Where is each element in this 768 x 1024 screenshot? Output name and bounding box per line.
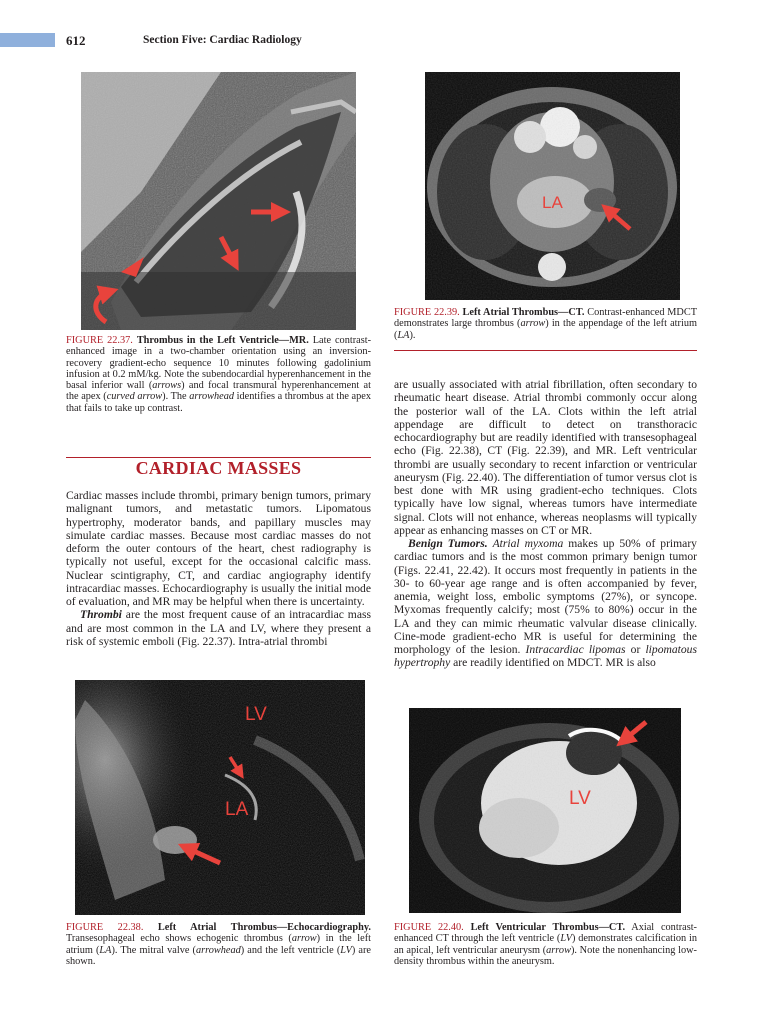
right-column-text — [394, 378, 697, 670]
page-number: 612 — [66, 33, 86, 48]
figure-22-39-caption: FIGURE 22.39. Left Atrial Thrombus—CT. Contrast-enhanced MDCT demonstrates large thrombus (arrow) in the appendage of the left atrium (LA). — [394, 307, 697, 341]
figure-22-38-image — [75, 680, 365, 915]
figure-22-37-image — [81, 72, 356, 330]
figure-22-40-label-lv: LV — [569, 788, 591, 809]
figure-id: FIGURE 22.40. — [394, 922, 464, 933]
figure-id: FIGURE 22.37. — [66, 335, 133, 346]
figure-title: Left Atrial Thrombus—Echocardiography. — [157, 922, 371, 933]
figure-22-39-image — [425, 72, 680, 300]
section-heading: CARDIAC MASSES — [135, 458, 302, 478]
figure-22-40-image — [409, 708, 681, 913]
figure-22-38-label-lv: LV — [245, 704, 267, 725]
paragraph-cardiac-masses: Cardiac masses include thrombi, primary benign tumors, primary malignant tumors, and metastatic tumors. Lipomatous hypertrophy, moderator bands, and papillary muscles may simulate cardiac masses. Because most cardiac masses do not deform the outer contours of the heart, chest radiography is typically not useful, except for the occasional calcific mass. Nuclear scintigraphy, CT, and cardiac angiography identify intracardiac masses. Echocardiography is usually the initial mode of evaluation, and MR may be helpful when there is uncertainty. — [66, 489, 371, 608]
left-column-text — [66, 489, 371, 648]
paragraph-atrial-thrombi: are usually associated with atrial fibrillation, often secondary to rheumatic heart disease. Atrial thrombi commonly occur along the posterior wall of the LA. Clots within the left atrial appendage are difficult to detect on transthoracic echocardiography but are readily identified with transesophageal echo (Fig. 22.38), CT (Fig. 22.39), and MR. Left ventricular thrombi are usually secondary to recent infarction or ventricular aneurysm (Fig. 22.40). The differentiation of tumor versus clot is best done with MR using gradient-echo techniques. Clots typically have low signal, whereas tumors have intermediate signal. Clots will not enhance, whereas neoplasms will typically appear as enhancing masses on CT or MR. — [394, 378, 697, 537]
paragraph-benign-tumors: Benign Tumors. Atrial myxoma makes up 50% of primary cardiac tumors and is the most common primary benign tumor (Figs. 22.41, 22.42). It occurs most frequently in patients in the 30- to 60-year age range and is often accompanied by fever, anemia, weight loss, embolic symptoms (27%), or syncope. Myxomas frequently calcify; most (75% to 80%) occur in the LA and they can mimic rheumatic valvular disease clinically. Cine-mode gradient-echo MR is useful for determining the morphology of the lesion. Intracardiac lipomas or lipomatous hypertrophy are readily identified on MDCT. MR is also — [394, 537, 697, 670]
figure-title: Left Atrial Thrombus—CT. — [462, 307, 585, 318]
header-color-bar — [0, 33, 55, 47]
figure-title: Left Ventricular Thrombus—CT. — [470, 922, 626, 933]
figure-22-38-label-la: LA — [225, 799, 249, 820]
figure-22-37-caption: FIGURE 22.37. Thrombus in the Left Ventricle—MR. Late contrast-enhanced image in a two-chamber orientation using an inversion-recovery gradient-echo sequence 10 minutes following gadolinium infusion at 0.2 mM/kg. Note the subendocardial hyperenhancement in the basal inferior wall (arrows) and focal transmural hyperenhancement at the apex (curved arrow). The arrowhead identifies a thrombus at the apex that fails to take up contrast. — [66, 335, 371, 414]
paragraph-thrombi: Thrombi are the most frequent cause of an intracardiac mass and are most common in the LA and LV, where they present a risk of systemic emboli (Fig. 22.37). Intra-atrial thrombi — [66, 608, 371, 648]
figure-22-40-caption: FIGURE 22.40. Left Ventricular Thrombus—CT. Axial contrast-enhanced CT through the left ventricle (LV) demonstrates calcification in an apical, left ventricular aneurysm (arrow). Note the nonenhancing low-density thrombus within the aneurysm. — [394, 922, 697, 967]
figure-id: FIGURE 22.38. — [66, 922, 144, 933]
figure-22-39-label-la: LA — [542, 193, 563, 212]
running-head: Section Five: Cardiac Radiology — [143, 34, 302, 46]
figure-title: Thrombus in the Left Ventricle—MR. — [136, 335, 309, 346]
figure-id: FIGURE 22.39. — [394, 307, 460, 318]
figure-22-39-caption-rule — [394, 350, 697, 351]
figure-22-38-caption: FIGURE 22.38. Left Atrial Thrombus—Echocardiography. Transesophageal echo shows echogenic thrombus (arrow) in the left atrium (LA). The mitral valve (arrowhead) and the left ventricle (LV) are shown. — [66, 922, 371, 967]
